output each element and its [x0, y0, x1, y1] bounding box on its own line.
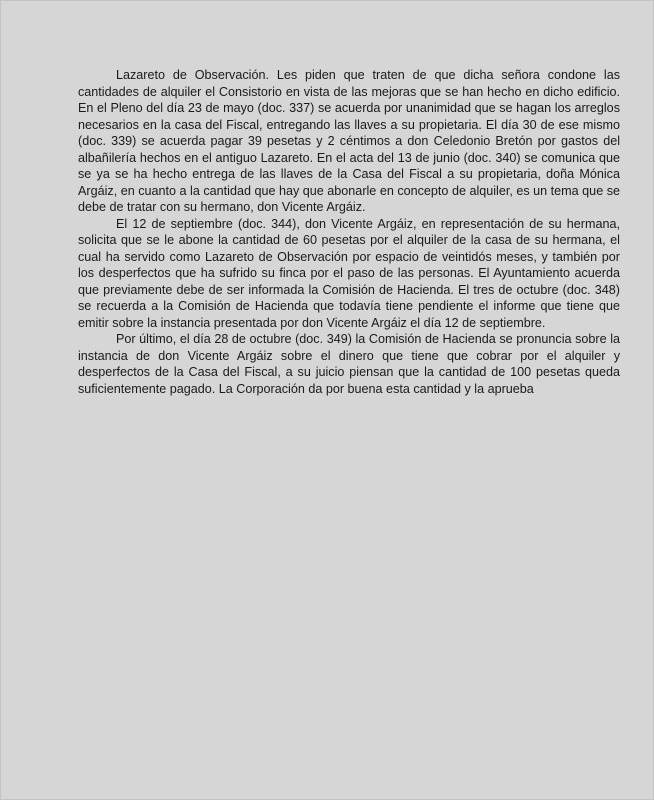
paragraph-lazareto: Lazareto de Observación. Les piden que traten de que dicha señora condone las cantidades de alquiler el Consistorio en vista de las mejoras que se han hecho en dicho edificio. En el Pleno del día 23 de mayo (doc. 337) se acuerda por unanimidad que se hagan los arreglos necesarios en la casa del Fiscal, entregando las llaves a su propietaria. El día 30 de ese mismo (doc. 339) se acuerda pagar 39 pesetas y 2 céntimos a don Celedonio Bretón por gastos del albañilería hechos en el antiguo Lazareto. En el acta del 13 de junio (doc. 340) se comunica que se ya se ha hecho entrega de las llaves de la Casa del Fiscal a su propietaria, doña Mónica Argáiz, en cuanto a la cantidad que hay que abonarle en concepto de alquiler, es un tema que se debe de tratar con su hermano, don Vicente Argáiz.: [78, 68, 620, 214]
paragraph-september-request: El 12 de septiembre (doc. 344), don Vicente Argáiz, en representación de su hermana, solicita que se le abone la cantidad de 60 pesetas por el alquiler de la casa de su hermana, el cual ha servido como Lazareto de Observación por espacio de veintidós meses, y también por los desperfectos que ha sufrido su finca por el paso de las personas. El Ayuntamiento acuerda que previamente debe de ser informada la Comisión de Hacienda. El tres de octubre (doc. 348) se recuerda a la Comisión de Hacienda que todavía tiene pendiente el informe que tiene que emitir sobre la instancia presentada por don Vicente Argáiz el día 12 de septiembre.: [78, 216, 620, 330]
paragraph-october-resolution: Por último, el día 28 de octubre (doc. 349) la Comisión de Hacienda se pronuncia sobre la instancia de don Vicente Argáiz sobre el dinero que tiene que cobrar por el alquiler y desperfectos de la Casa del Fiscal, a su juicio piensan que la cantidad de 100 pesetas queda suficientemente pagado. La Corporación da por buena esta cantidad y la aprueba: [78, 332, 620, 396]
document-body: [78, 67, 620, 397]
